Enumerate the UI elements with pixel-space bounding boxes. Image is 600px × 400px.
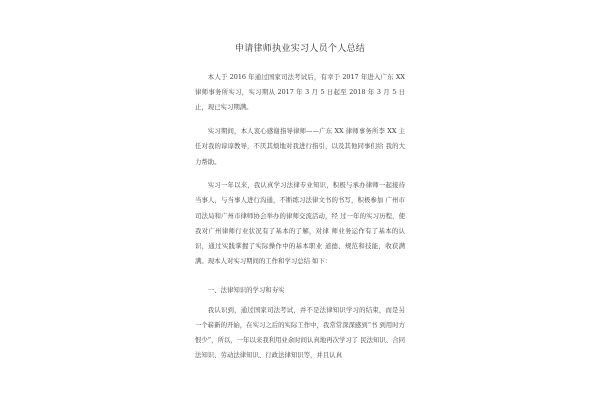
section-heading: 一、法律知识的学习和夯实 bbox=[207, 286, 285, 295]
paragraph-intro: 本人于 2016 年通过国家司法考试后，有幸于 2017 年进入广东 XX 律师事务所实习，实习期从 2017 年 3 月 5 日起至 2018 年 3 月 5 日止，现已实习期满。 bbox=[195, 73, 405, 112]
document-title: 申请律师执业实习人员个人总结 bbox=[234, 44, 366, 54]
paragraph-thanks: 实习期间，本人衷心感谢指导律师——广东 XX 律师事务所李 XX 主任对我的谆谆教导，不厌其烦地对我进行指引，以及其他同事们给 我的大力帮助。 bbox=[195, 127, 405, 166]
paragraph-summary: 实习一年以来，我认真学习法律专业知识，积极与承办律师一起接待当事人，与当事人进行沟通，不断练习法律文书的书写，积极参加 广州市司法局和广州市律师协会举办的律师交流活动，经 过一年的实习历程，使我对广州律师行业状况有了基本的了解，对律 师业务运作有了基本的认识，通过实践掌握了实际操作中的基本职业 道德、规范和技能，收获满满。现本人对实习期间的工作和学习总结 如下： bbox=[195, 181, 405, 266]
paragraph-section-one: 我认识到，通过国家司法考试，并不是法律知识学习的结束，而是另一个崭新的开始，在实习之后的实际工作中，我常常深深感到“书 到用时方恨少”，所以，一年以来我利用业余时间认真地再次学习了 民法知识、合同法知识、劳动法律知识、行政法律知识等，并且认真 bbox=[195, 305, 405, 360]
document-body bbox=[195, 70, 405, 372]
